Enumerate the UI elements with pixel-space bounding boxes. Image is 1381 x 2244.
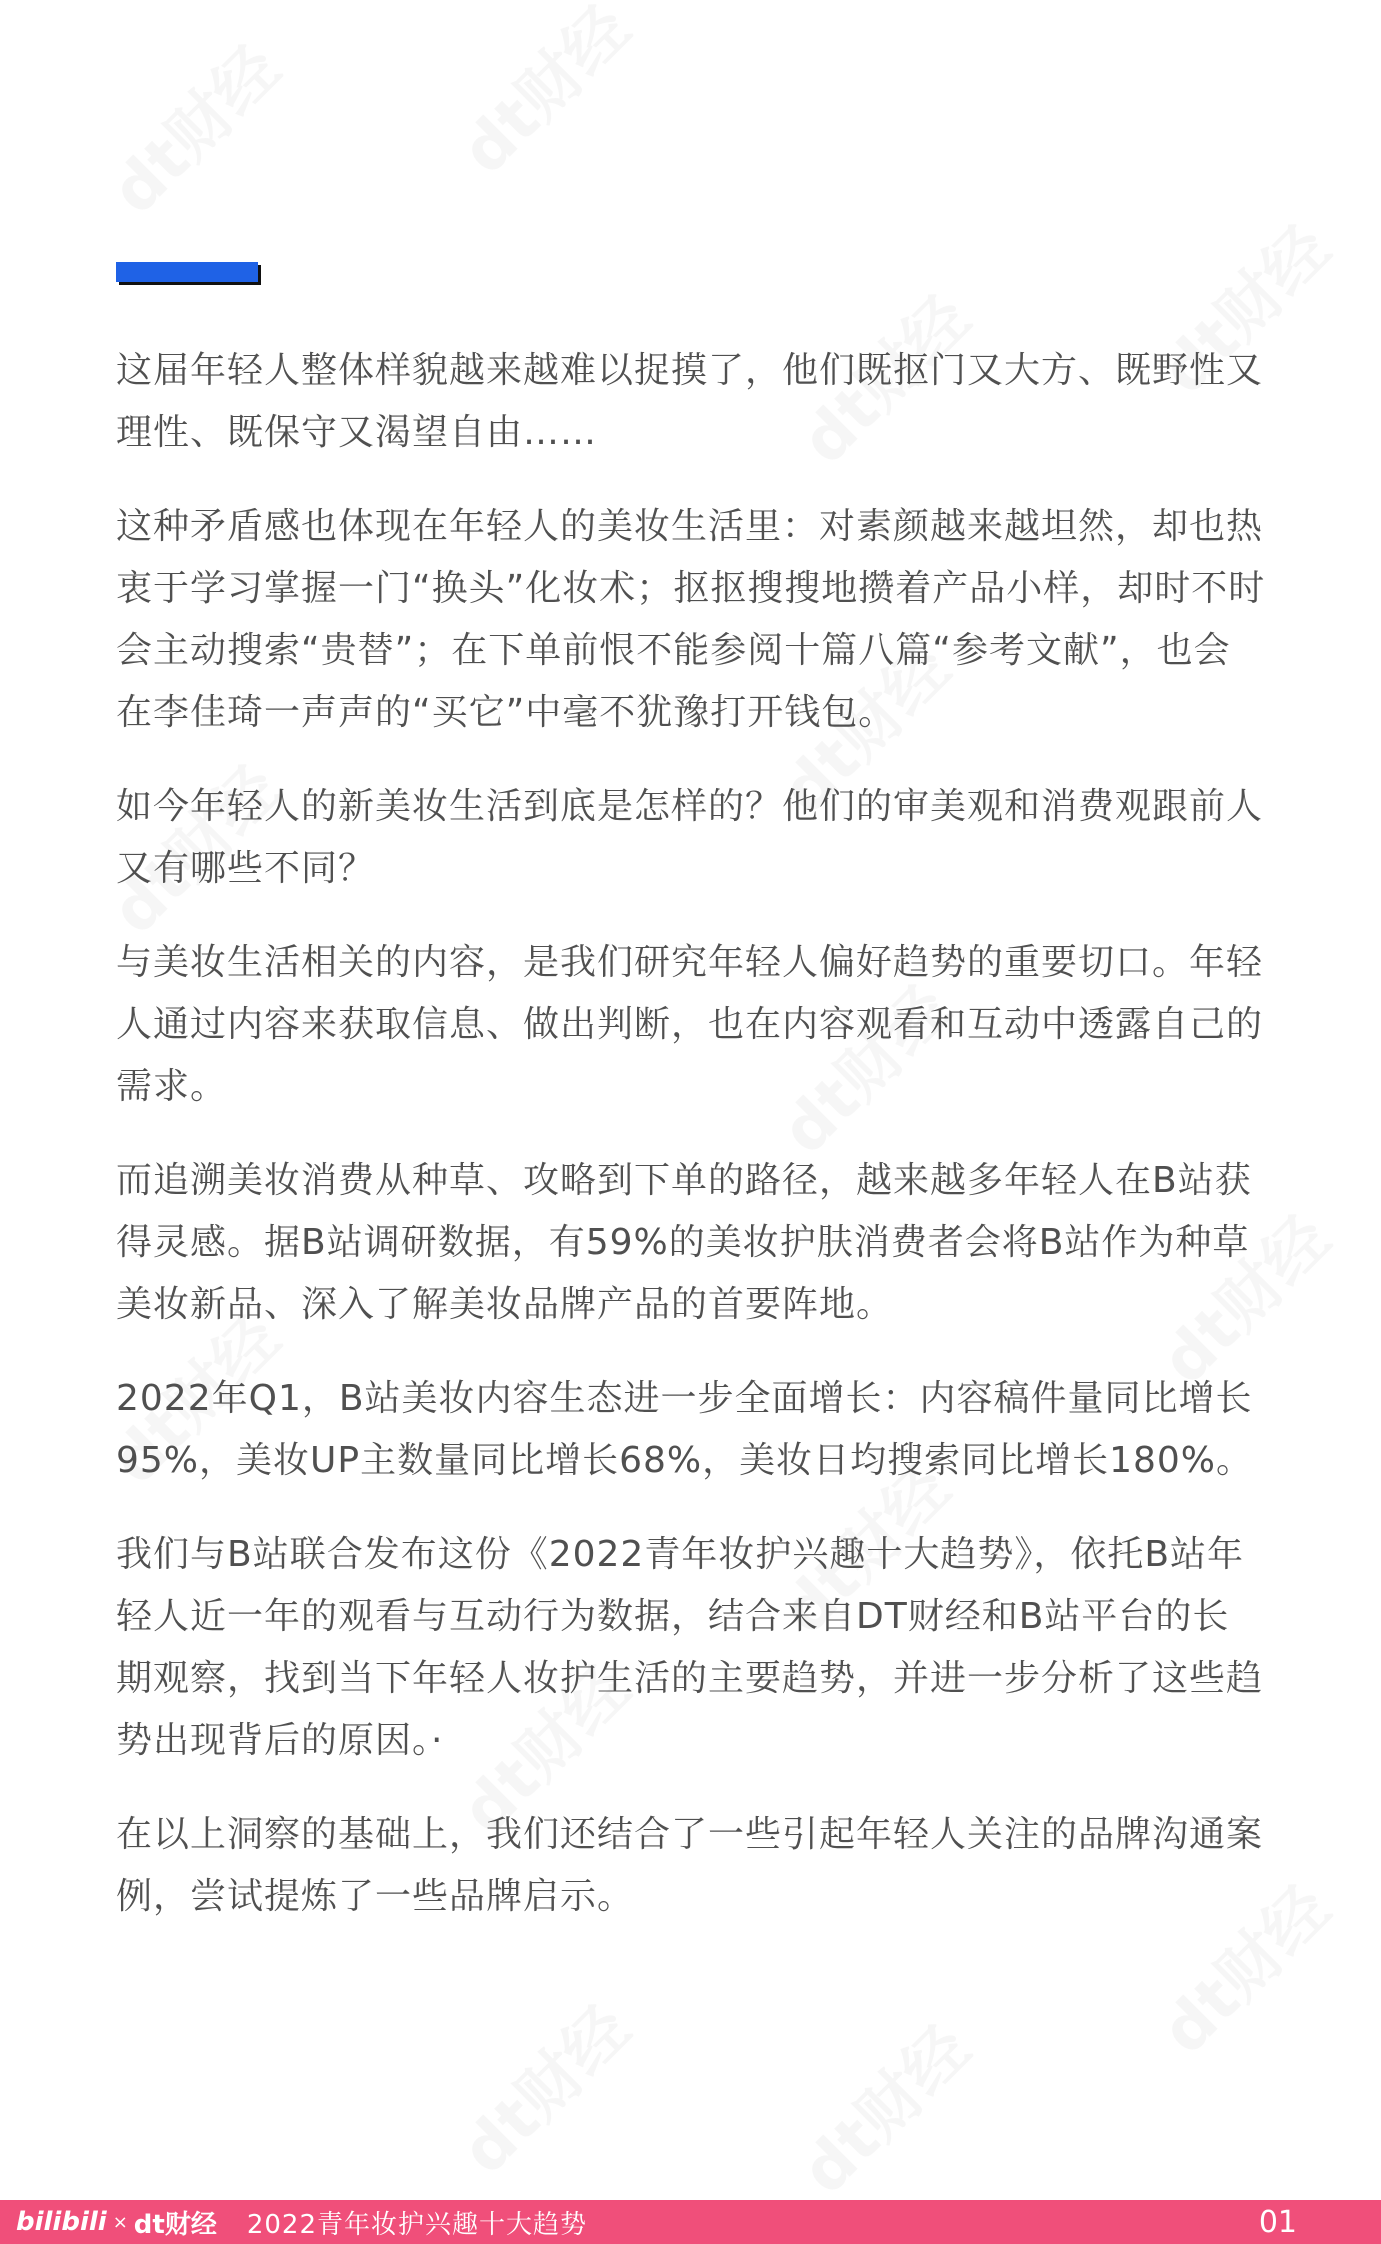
paragraph: 与美妆生活相关的内容，是我们研究年轻人偏好趋势的重要切口。年轻人通过内容来获取信息、做出判断，也在内容观看和互动中透露自己的需求。 <box>116 942 1264 1107</box>
bilibili-logo: bilibili <box>16 2207 107 2237</box>
paragraph: 这届年轻人整体样貌越来越难以捉摸了，他们既抠门又大方、既野性又理性、既保守又渴望自由…… <box>116 350 1264 453</box>
watermark <box>437 0 647 191</box>
paragraph: 我们与B站联合发布这份《2022青年妆护兴趣十大趋势》，依托B站年轻人近一年的观看与互动行为数据，结合来自DT财经和B站平台的长期观察，找到当下年轻人妆护生活的主要趋势，并进一步分析了这些趋势出现背后的原因。· <box>116 1534 1264 1761</box>
page-number: 01 <box>1258 2204 1297 2240</box>
paragraph: 2022年Q1，B站美妆内容生态进一步全面增长：内容稿件量同比增长95%，美妆UP主数量同比增长68%，美妆日均搜索同比增长180%。 <box>116 1378 1254 1481</box>
collab-separator: × <box>112 2211 128 2233</box>
section-accent-bar <box>116 262 258 282</box>
watermark <box>87 21 297 231</box>
watermark <box>777 2001 987 2211</box>
report-title: 2022青年妆护兴趣十大趋势 <box>246 2209 588 2240</box>
paragraph: 如今年轻人的新美妆生活到底是怎样的？他们的审美观和消费观跟前人又有哪些不同？ <box>116 786 1264 889</box>
paragraph: 而追溯美妆消费从种草、攻略到下单的路径，越来越多年轻人在B站获得灵感。据B站调研数据，有59%的美妆护肤消费者会将B站作为种草美妆新品、深入了解美妆品牌产品的首要阵地。 <box>116 1160 1252 1325</box>
page-footer <box>0 2200 1381 2244</box>
dt-logo: dt财经 <box>133 2209 217 2240</box>
watermark <box>437 1981 647 2191</box>
paragraph: 在以上洞察的基础上，我们还结合了一些引起年轻人关注的品牌沟通案例，尝试提炼了一些品牌启示。 <box>116 1814 1264 1917</box>
intro-text <box>116 340 1266 1960</box>
paragraph: 这种矛盾感也体现在年轻人的美妆生活里：对素颜越来越坦然，却也热衷于学习掌握一门“换头”化妆术；抠抠搜搜地攒着产品小样，却时不时会主动搜索“贵替”；在下单前恨不能参阅十篇八篇“参考文献”，也会在李佳琦一声声的“买它”中毫不犹豫打开钱包。 <box>116 506 1266 733</box>
